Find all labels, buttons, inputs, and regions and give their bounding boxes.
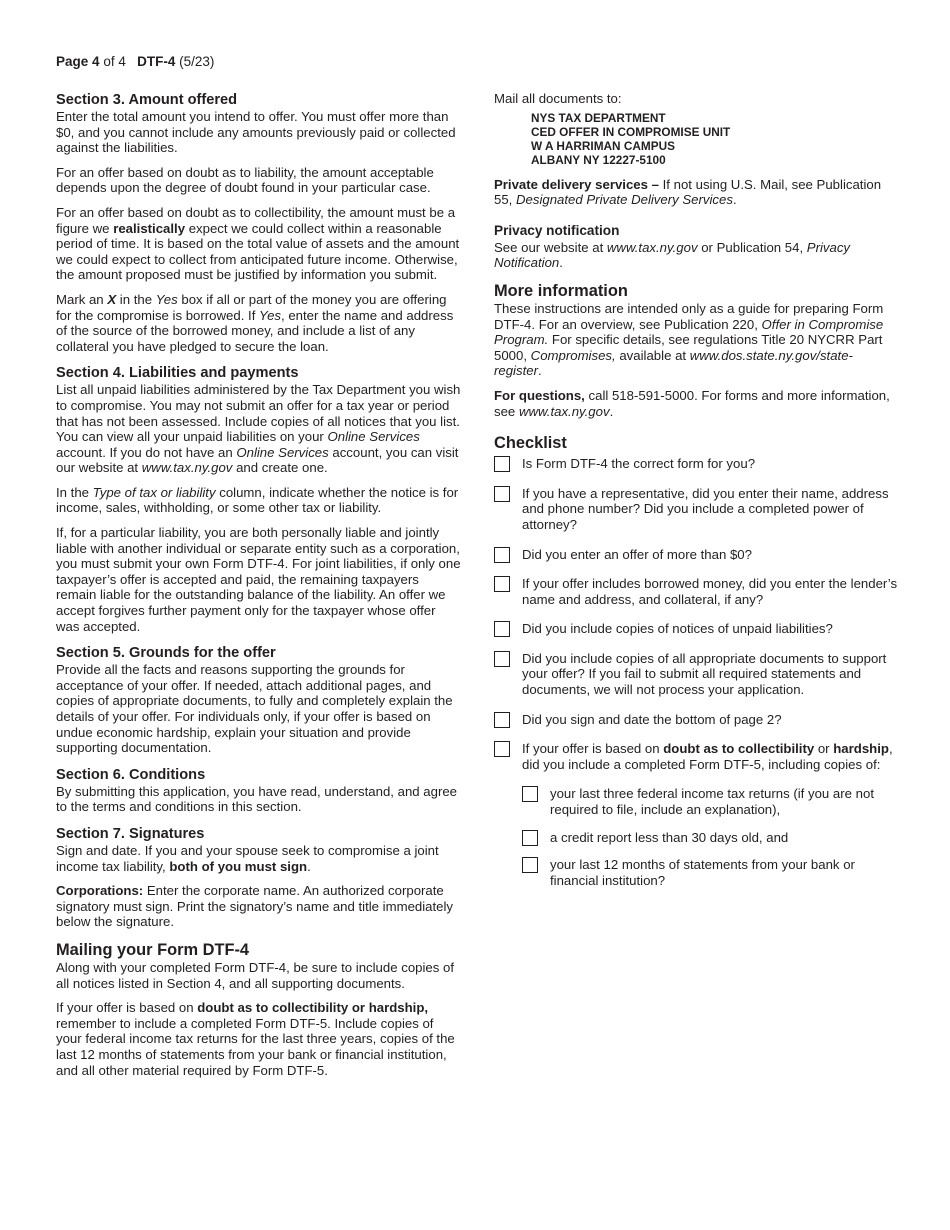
checkbox[interactable] [494, 712, 510, 728]
checklist-subitem: your last 12 months of statements from your bank or financial institution? [522, 857, 899, 888]
section-6-title: Section 6. Conditions [56, 766, 206, 783]
address-line: CED OFFER IN COMPROMISE UNIT [531, 124, 731, 139]
section-5-p1: Provide all the facts and reasons supporting the grounds for acceptance of your offer. If needed, attach additional pages, and copies of appropriate documents, to fully and completely explain the details of your offer. For individuals only, if your offer is based on undue economic hardship, explain your situation and provide supporting documentation. [56, 662, 453, 756]
privacy-title: Privacy notification [494, 222, 620, 238]
checkbox[interactable] [522, 786, 538, 802]
mailing-address [531, 111, 899, 167]
section-4-p3: If, for a particular liability, you are both personally liable and jointly liable with another individual or separate entity such as a corporation, you must submit your own Form DTF-4. For joint liabilities, if only one taxpayer’s offer is accepted and paid, the remaining taxpayers remain liable for the outstanding balance of the liability. An offer we accept forgives further payment only for the taxpayer whose offer was accepted. [56, 525, 461, 634]
checklist-item: Is Form DTF-4 the correct form for you? [494, 456, 899, 472]
section-4-title: Section 4. Liabilities and payments [56, 365, 299, 382]
private-delivery: Private delivery services – If not using U.S. Mail, see Publication 55, Designated Private Delivery Services. [494, 176, 882, 208]
more-info-title: More information [494, 281, 628, 300]
right-column [494, 91, 899, 900]
section-3-p3: For an offer based on doubt as to collectibility, the amount must be a figure we realistically expect we could collect within a reasonable period of time. It is based on the total value of assets and the amount we could expect to collect from anticipated future income. Otherwise, the amount proposed must be justified by information you submit. [56, 204, 460, 283]
mailing-title: Mailing your Form DTF-4 [56, 940, 250, 959]
questions-text: For questions, call 518-591-5000. For forms and more information, see www.tax.ny.gov. [494, 387, 890, 419]
checkbox[interactable] [522, 857, 538, 873]
page-header [56, 54, 214, 70]
privacy-text: See our website at www.tax.ny.gov or Publication 54, Privacy Notification. [494, 239, 851, 271]
section-6 [56, 766, 461, 815]
checkbox[interactable] [494, 576, 510, 592]
checklist-subitem: a credit report less than 30 days old, and [522, 830, 899, 846]
checklist-item: Did you include copies of notices of unpaid liabilities? [494, 621, 899, 637]
form-id: DTF-4 [137, 54, 176, 69]
mail-intro: Mail all documents to: [494, 91, 622, 106]
address-line: ALBANY NY 12227-5100 [531, 152, 666, 167]
checklist-item: If your offer is based on doubt as to collectibility or hardship, did you include a completed Form DTF-5, including copies of: [494, 741, 899, 772]
left-column [56, 91, 461, 1088]
checklist-section [494, 433, 899, 888]
section-5 [56, 644, 461, 756]
page-total: of 4 [103, 54, 126, 69]
section-4 [56, 364, 461, 634]
privacy-section [494, 222, 899, 271]
checkbox[interactable] [522, 830, 538, 846]
section-7-title: Section 7. Signatures [56, 825, 205, 842]
page-number: 4 [92, 54, 100, 69]
section-3-p4: Mark an X in the Yes box if all or part of the money you are offering for the compromise is borrowed. If Yes, enter the name and address of the source of the borrowed money, and include a list of any collateral you have pledged to secure the loan. [56, 291, 454, 354]
section-7-p1: Sign and date. If you and your spouse seek to compromise a joint income tax liability, both of you must sign. [56, 842, 439, 874]
checkbox[interactable] [494, 741, 510, 757]
checkbox[interactable] [494, 621, 510, 637]
section-6-p1: By submitting this application, you have read, understand, and agree to the terms and conditions in this section. [56, 783, 458, 815]
address-line: W A HARRIMAN CAMPUS [531, 138, 675, 153]
checkbox[interactable] [494, 486, 510, 502]
checkbox[interactable] [494, 651, 510, 667]
checklist-item: Did you include copies of all appropriate documents to support your offer? If you fail to submit all required statements and documents, we will not process your application. [494, 651, 899, 698]
section-4-p1: List all unpaid liabilities administered by the Tax Department you wish to compromise. You may not submit an offer for a tax year or period that has not been assessed. Include copies of all notices that you list. You can view all your unpaid liabilities on your Online Services account. If you do not have an Online Services account, you can visit our website at www.tax.ny.gov and create one. [56, 382, 461, 476]
mailing-section [56, 940, 461, 1078]
checkbox[interactable] [494, 547, 510, 563]
checklist-item: Did you enter an offer of more than $0? [494, 547, 899, 563]
checklist-item: If you have a representative, did you enter their name, address and phone number? Did you include a completed power of attorney? [494, 486, 899, 533]
mailing-p1: Along with your completed Form DTF-4, be sure to include copies of all notices listed in Section 4, and all supporting documents. [56, 959, 455, 991]
more-info-section [494, 281, 899, 419]
page-word: Page [56, 54, 89, 69]
checklist-item: If your offer includes borrowed money, did you enter the lender’s name and address, and collateral, if any? [494, 576, 899, 607]
form-revision: (5/23) [179, 54, 215, 69]
checklist-item: Did you sign and date the bottom of page 2? [494, 712, 899, 728]
checkbox[interactable] [494, 456, 510, 472]
section-3 [56, 91, 461, 354]
section-7-p2: Corporations: Enter the corporate name. An authorized corporate signatory must sign. Print the signatory’s name and title immediately below the signature. [56, 883, 454, 930]
checklist-title: Checklist [494, 434, 567, 453]
address-line: NYS TAX DEPARTMENT [531, 110, 666, 125]
checklist-subitem: your last three federal income tax returns (if you are not required to file, include an explanation), [522, 786, 899, 817]
section-4-p2: In the Type of tax or liability column, indicate whether the notice is for income, sales, withholding, or some other tax or liability. [56, 484, 459, 516]
section-7 [56, 825, 461, 930]
section-3-title: Section 3. Amount offered [56, 92, 238, 108]
section-3-p2: For an offer based on doubt as to liability, the amount acceptable depends upon the degree of doubt found in your particular case. [56, 164, 434, 196]
mailing-p2: If your offer is based on doubt as to collectibility or hardship, remember to include a completed Form DTF-5. Include copies of your federal income tax returns for the last three years, copies of the last 12 months of statements from your bank or financial institution, and all other material required by Form DTF-5. [56, 1000, 455, 1078]
more-info-text: These instructions are intended only as a guide for preparing Form DTF-4. For an overview, see Publication 220, Offer in Compromise Program. For specific details, see regulations Title 20 NYCRR Part 5000, Compromises, available at www.dos.state.ny.gov/state-register. [494, 300, 884, 379]
section-5-title: Section 5. Grounds for the offer [56, 645, 276, 662]
section-3-p1: Enter the total amount you intend to offer. You must offer more than $0, and you cannot include any amounts previously paid or collected against the liabilities. [56, 109, 456, 156]
